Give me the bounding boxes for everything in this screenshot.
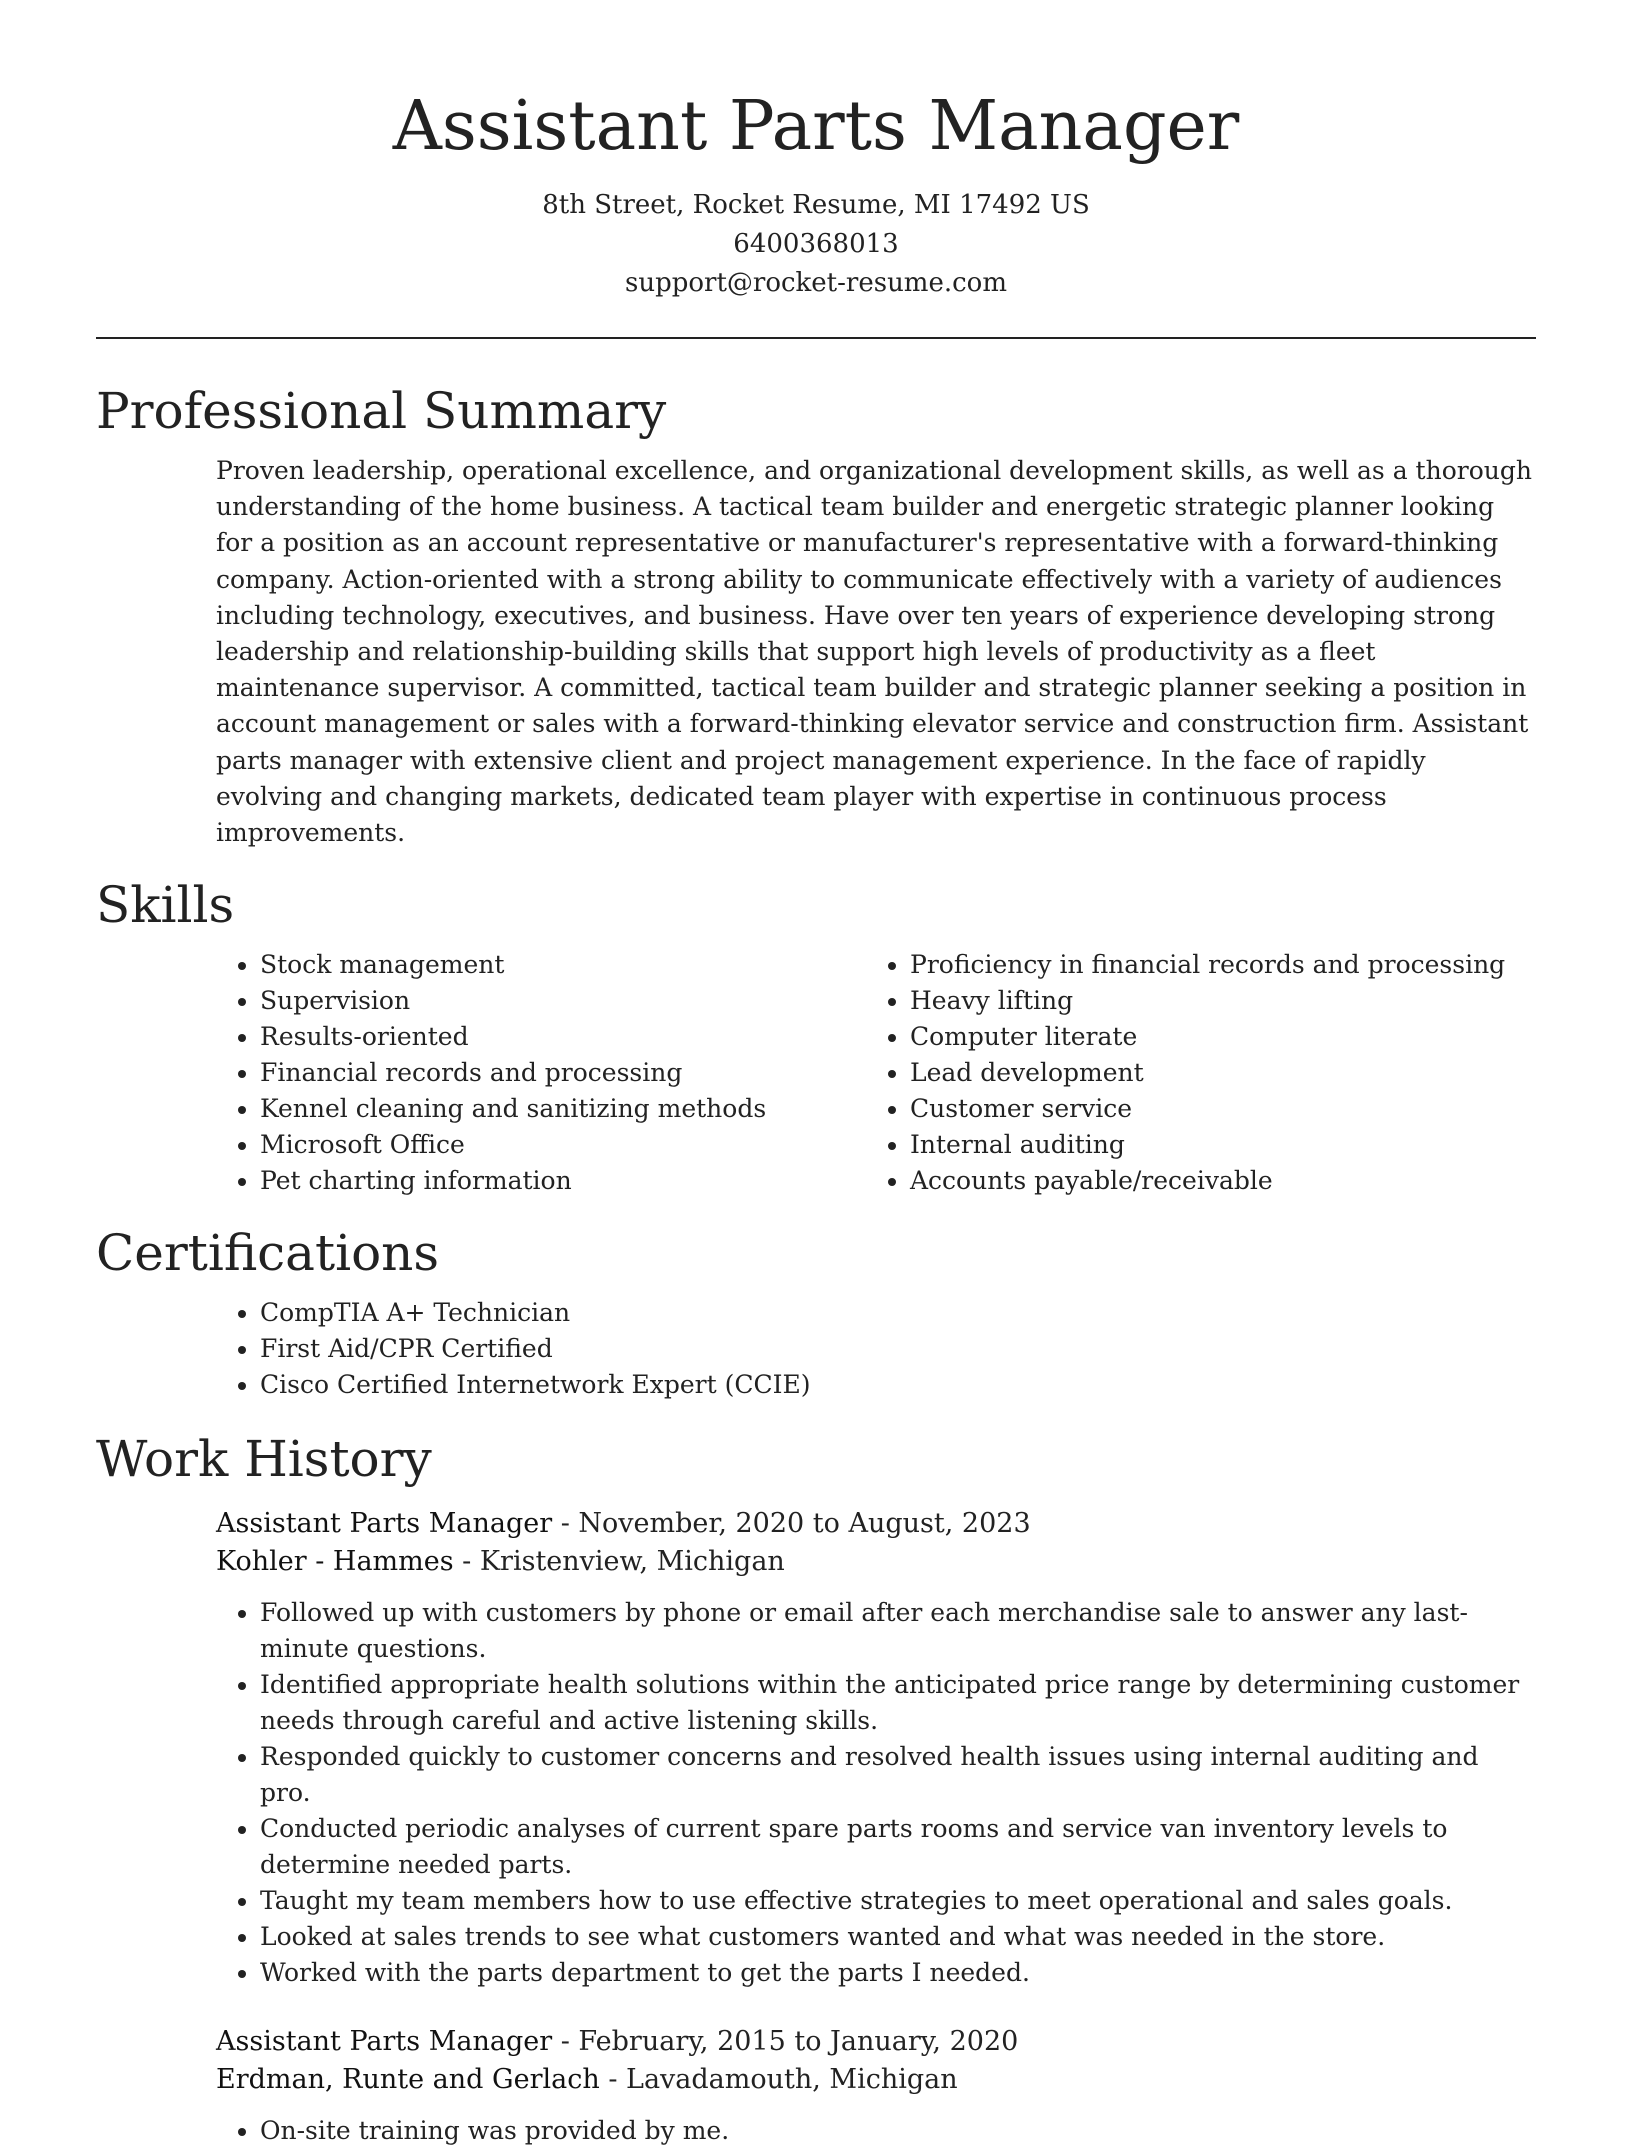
skill-item: • Internal auditing — [910, 1127, 1516, 1163]
skill-item: • Heavy lifting — [910, 983, 1516, 1019]
job-title-line — [216, 2023, 1536, 2061]
contact-email: support@rocket-resume.com — [624, 268, 1007, 298]
job-bullet: • Identified appropriate health solutions within the anticipated price range by determining customer needs through careful and active listening skills. — [260, 1667, 1536, 1739]
certification-item: • CompTIA A+ Technician — [260, 1295, 1536, 1331]
job-role: Assistant Parts Manager — [216, 1508, 553, 1540]
certification-item: • Cisco Certified Internetwork Expert (CCIE) — [260, 1367, 1536, 1403]
skill-item: • Lead development — [910, 1055, 1516, 1091]
job-company-line — [216, 2061, 1536, 2099]
job-bullet: • Conducted periodic analyses of current spare parts rooms and service van inventory levels to determine needed parts. — [260, 1811, 1536, 1883]
certification-item: • First Aid/CPR Certified — [260, 1331, 1536, 1367]
skill-item: • Proficiency in financial records and processing — [910, 947, 1516, 983]
job-role: Assistant Parts Manager — [216, 2026, 553, 2058]
job-bullet: • Followed up with customers by phone or email after each merchandise sale to answer any last-minute questions. — [260, 1595, 1536, 1667]
skill-item: • Accounts payable/receivable — [910, 1163, 1516, 1199]
skills-grid — [216, 947, 1536, 1199]
contact-phone: 6400368013 — [733, 229, 899, 259]
skills-column-left — [216, 947, 866, 1199]
certifications-list — [216, 1295, 1536, 1403]
skill-item: • Stock management — [260, 947, 866, 983]
job-bullets — [216, 2113, 1536, 2149]
skills-list-right — [866, 947, 1516, 1199]
work-history-heading: Work History — [96, 1430, 432, 1489]
header-divider — [96, 337, 1536, 339]
job-company: Erdman, Runte and Gerlach — [216, 2064, 600, 2096]
job-company-line — [216, 1543, 1536, 1581]
job-bullet: • On-site training was provided by me. — [260, 2113, 1536, 2149]
skill-item: • Customer service — [910, 1091, 1516, 1127]
skill-item: • Financial records and processing — [260, 1055, 866, 1091]
job-bullets — [216, 1595, 1536, 1991]
summary-text: Proven leadership, operational excellence, and organizational development skills, as well as a thorough understanding of the home business. A tactical team builder and energetic strategic planner looking for a position as an account representative or manufacturer's representative with a forward-thinking company. Action-oriented with a strong ability to communicate effectively with a variety of audiences including technology, executives, and business. Have over ten years of experience developing strong leadership and relationship-building skills that support high levels of productivity as a fleet maintenance supervisor. A committed, tactical team builder and strategic planner seeking a position in account management or sales with a forward-thinking elevator service and construction firm. Assistant parts manager with extensive client and project management experience. In the face of rapidly evolving and changing markets, dedicated team player with expertise in continuous process improvements. — [216, 456, 1532, 848]
skills-heading: Skills — [96, 876, 235, 935]
skill-item: • Pet charting information — [260, 1163, 866, 1199]
job-entry — [216, 1505, 1536, 1991]
job-location: - Kristenview, Michigan — [453, 1546, 785, 1578]
job-dates: - February, 2015 to January, 2020 — [552, 2026, 1019, 2058]
job-entry — [216, 2023, 1536, 2149]
resume-header — [96, 0, 1536, 303]
skill-item: • Kennel cleaning and sanitizing methods — [260, 1091, 866, 1127]
candidate-name: Assistant Parts Manager — [392, 87, 1240, 166]
certifications-heading: Certifications — [96, 1224, 440, 1283]
skills-list-left — [216, 947, 866, 1199]
job-dates: - November, 2020 to August, 2023 — [552, 1508, 1031, 1540]
job-title-line — [216, 1505, 1536, 1543]
job-bullets-wrap — [216, 1595, 1536, 1991]
skill-item: • Microsoft Office — [260, 1127, 866, 1163]
job-bullets-wrap — [216, 2113, 1536, 2149]
job-bullet: • Taught my team members how to use effective strategies to meet operational and sales goals. — [260, 1883, 1536, 1919]
skill-item: • Results-oriented — [260, 1019, 866, 1055]
certifications-list-wrap — [216, 1295, 1536, 1403]
contact-address: 8th Street, Rocket Resume, MI 17492 US — [542, 190, 1090, 220]
job-bullet: • Worked with the parts department to get the parts I needed. — [260, 1955, 1536, 1991]
skill-item: • Supervision — [260, 983, 866, 1019]
skill-item: • Computer literate — [910, 1019, 1516, 1055]
skills-column-right — [866, 947, 1516, 1199]
job-bullet: • Responded quickly to customer concerns and resolved health issues using internal auditing and pro. — [260, 1739, 1536, 1811]
summary-heading: Professional Summary — [96, 382, 667, 440]
job-bullet: • Looked at sales trends to see what customers wanted and what was needed in the store. — [260, 1919, 1536, 1955]
job-company: Kohler - Hammes — [216, 1546, 454, 1578]
job-location: - Lavadamouth, Michigan — [599, 2064, 958, 2096]
